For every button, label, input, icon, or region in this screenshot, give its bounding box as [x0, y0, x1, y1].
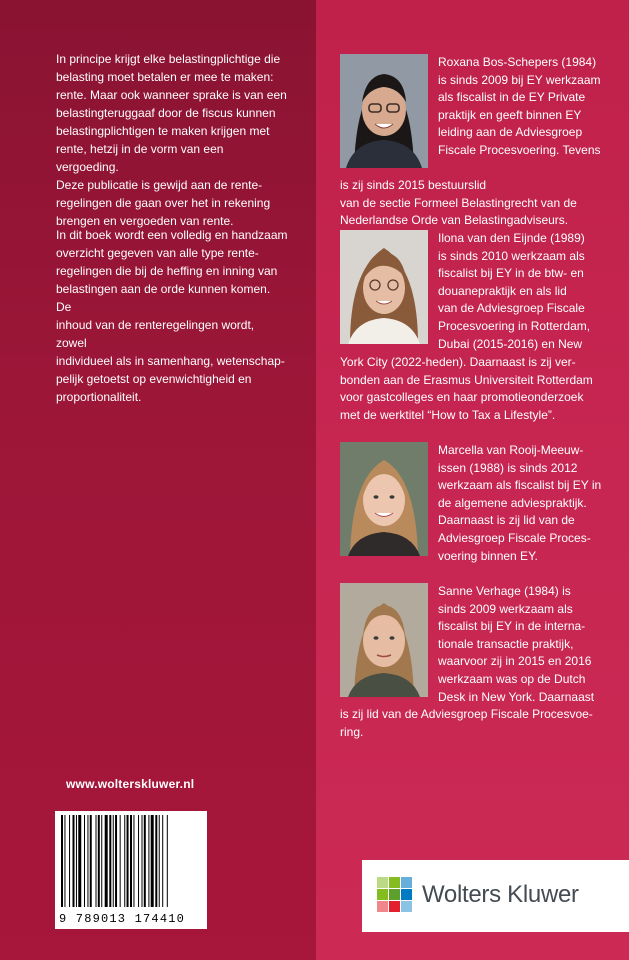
website-link[interactable]: www.wolterskluwer.nl	[66, 777, 195, 791]
publisher-logo	[362, 860, 629, 932]
barcode-bar	[96, 815, 97, 907]
barcode-bar	[151, 815, 154, 907]
isbn-number: 9 789013 174410	[59, 912, 186, 926]
barcode-bar	[90, 815, 92, 907]
barcode-bar	[142, 815, 143, 907]
barcode-bar	[69, 815, 70, 907]
publisher-name: Wolters Kluwer	[422, 881, 579, 908]
author-bio: Sanne Verhage (1984) is sinds 2009 werkzaam als fiscalist bij EY in de interna- tionale transactie praktijk, waarvoor zij in 2015 en 2016 werkzaam was op de Dutch Desk in New York. Daarnaast	[438, 584, 595, 704]
author-bio-continued: York City (2022-heden). Daarnaast is zij ver- bonden aan de Erasmus Universiteit Rotterdam voor gastcolleges en haar promotieonderzoek met de werktitel “How to Tax a Lifestyle”.	[340, 355, 593, 422]
barcode-bar	[133, 815, 134, 907]
barcode-bar	[78, 815, 81, 907]
barcode-bar	[73, 815, 75, 907]
barcode-bar	[162, 815, 163, 907]
wolters-kluwer-logo-icon	[376, 876, 414, 914]
barcode-bar	[98, 815, 100, 907]
barcode-bar	[105, 815, 108, 907]
author-bio: Ilona van den Eijnde (1989) is sinds 2010 werkzaam als fiscalist bij EY in de btw- en douanepraktijk en als lid van de Adviesgroep Fiscale Procesvoering in Rotterdam, Dubai (2015-2016) en New	[438, 231, 591, 351]
barcode-bar	[115, 815, 117, 907]
barcode-bar	[64, 815, 65, 907]
barcode-bar	[76, 815, 77, 907]
barcode-bar	[84, 815, 85, 907]
barcode-bar	[124, 815, 125, 907]
barcode-bar	[159, 815, 160, 907]
intro-paragraph-2	[56, 226, 288, 406]
barcode-bar	[167, 815, 168, 907]
barcode-bar	[113, 815, 114, 907]
barcode-bars	[61, 815, 201, 907]
isbn-barcode	[55, 811, 207, 929]
author-photo	[340, 583, 428, 697]
barcode-bar	[101, 815, 102, 907]
author-photo	[340, 442, 428, 556]
author-bio: Marcella van Rooij-Meeuw- issen (1988) is sinds 2012 werkzaam als fiscalist bij EY in de algemene adviespraktijk. Daarnaast is zij lid van de Adviesgroep Fiscale Proces- voering binnen EY.	[438, 443, 602, 563]
barcode-bar	[87, 815, 88, 907]
barcode-bar	[138, 815, 139, 907]
barcode-bar	[144, 815, 146, 907]
author-bio-continued: is zij lid van de Adviesgroep Fiscale Procesvoe- ring.	[340, 707, 593, 739]
barcode-bar	[148, 815, 149, 907]
barcode-bar	[127, 815, 129, 907]
barcode-bar	[109, 815, 111, 907]
intro-text-1: In principe krijgt elke belastingplichtige die belasting moet betalen er mee te maken: rente. Maar ook wanneer sprake is van een belastingteruggaaf door de fiscus kunnen belastingplichtigen te maken krijgen met rente, hetzij in de vorm van een vergoeding. Deze publicatie is gewijd aan de rente- regelingen die gaan over het in rekening brengen en vergoeden van rente.	[56, 52, 287, 228]
author-bio: Roxana Bos-Schepers (1984) is sinds 2009 bij EY werkzaam als fiscalist in de EY Private praktijk en geeft binnen EY leiding aan de Adviesgroep Fiscale Procesvoering. Tevens	[438, 55, 601, 157]
intro-paragraph-1	[56, 50, 288, 230]
barcode-bar	[120, 815, 121, 907]
author-photo	[340, 54, 428, 168]
barcode-bar	[61, 815, 63, 907]
author-photo	[340, 230, 428, 344]
barcode-bar	[155, 815, 157, 907]
author-bio-continued: is zij sinds 2015 bestuurslid van de sectie Formeel Belastingrecht van de Nederlandse Orde van Belastingadviseurs.	[340, 178, 577, 228]
intro-text-2: In dit boek wordt een volledig en handzaam overzicht gegeven van alle type rente- regelingen die bij de heffing en inning van belastingen aan de orde kunnen komen. De inhoud van de renteregelingen wordt, zowel individueel als in samenhang, wetenschap- pelijk getoetst op evenwichtigheid en proportionaliteit.	[56, 228, 288, 404]
barcode-bar	[130, 815, 132, 907]
